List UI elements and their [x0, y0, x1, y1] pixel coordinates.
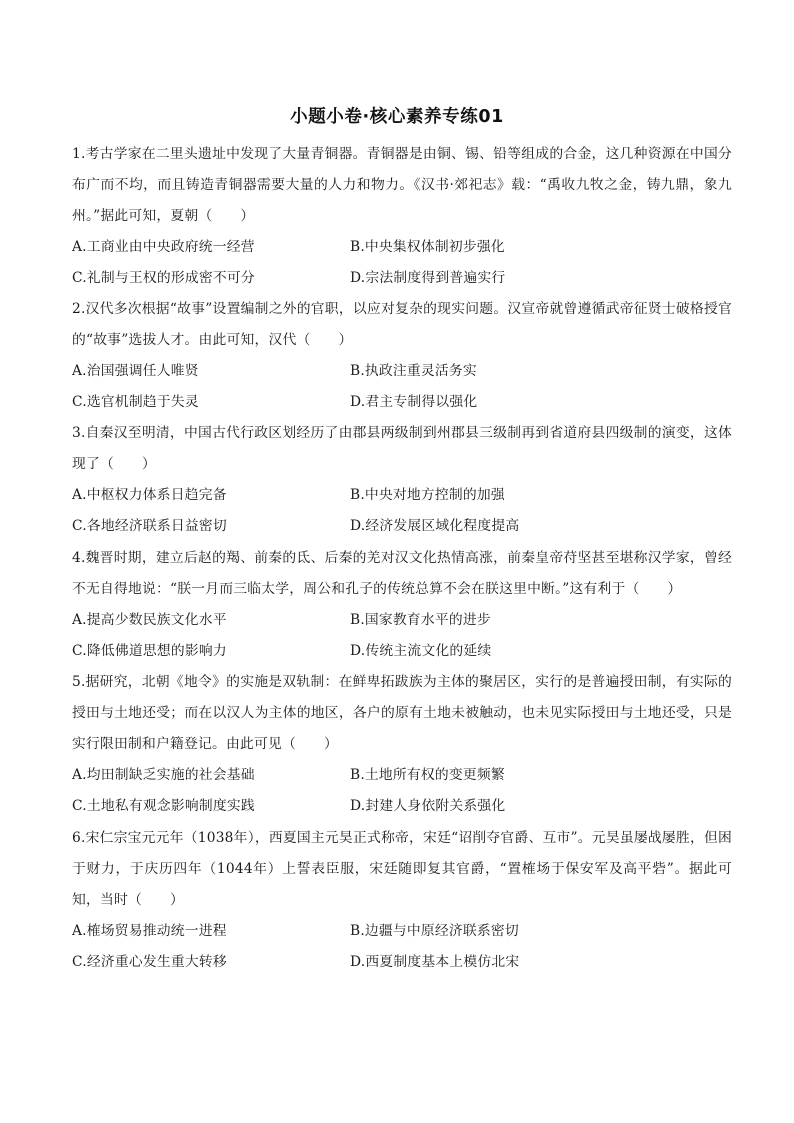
question-2	[72, 294, 732, 418]
question-stem: 3.自秦汉至明清，中国古代行政区划经历了由郡县两级制到州郡县三级制再到省道府县四级制的演变，这体现了（ ）	[72, 425, 732, 472]
option-d: D.君主专制得以强化	[350, 394, 478, 410]
option-b: B.国家教育水平的进步	[350, 612, 491, 628]
option-grid	[72, 480, 732, 542]
option-a: A.工商业由中央政府统一经营	[72, 239, 255, 255]
option-a: A.中枢权力体系日趋完备	[72, 487, 227, 503]
question-stem: 4.魏晋时期，建立后赵的羯、前秦的氐、后秦的羌对汉文化热情高涨，前秦皇帝苻坚甚至堪称汉学家，曾经不无自得地说：“朕一月而三临太学，周公和孔子的传统总算不会在朕这里中断。”这有利于（ ）	[72, 550, 732, 597]
question-1	[72, 139, 732, 294]
question-stem: 6.宋仁宗宝元元年（1038年），西夏国主元昊正式称帝，宋廷“诏削夺官爵、互市”。元昊虽屡战屡胜，但困于财力，于庆历四年（1044年）上誓表臣服，宋廷随即复其官爵，“置榷场于保安军及高平砦”。据此可知，当时（ ）	[72, 830, 732, 908]
question-5	[72, 667, 732, 822]
option-b: B.中央对地方控制的加强	[350, 487, 505, 503]
option-b: B.中央集权体制初步强化	[350, 239, 505, 255]
option-a: A.均田制缺乏实施的社会基础	[72, 767, 255, 783]
page-title: 小题小卷·核心素养专练01	[290, 107, 504, 127]
option-d: D.封建人身依附关系强化	[350, 798, 506, 814]
option-grid	[72, 605, 732, 667]
option-c: C.礼制与王权的形成密不可分	[72, 270, 255, 286]
question-stem: 1.考古学家在二里头遗址中发现了大量青铜器。青铜器是由铜、锡、铅等组成的合金，这几种资源在中国分布广而不均，而且铸造青铜器需要大量的人力和物力。《汉书·郊祀志》载：“禹收九牧之金，铸九鼎，象九州。”据此可知，夏朝（ ）	[72, 146, 732, 224]
option-d: D.传统主流文化的延续	[350, 643, 492, 659]
option-d: D.西夏制度基本上模仿北宋	[350, 954, 520, 970]
option-b: B.执政注重灵活务实	[350, 363, 477, 379]
question-4	[72, 543, 732, 667]
option-d: D.宗法制度得到普遍实行	[350, 270, 506, 286]
option-grid	[72, 356, 732, 418]
option-b: B.边疆与中原经济联系密切	[350, 923, 519, 939]
option-a: A.提高少数民族文化水平	[72, 612, 227, 628]
option-c: C.降低佛道思想的影响力	[72, 643, 227, 659]
option-a: A.治国强调任人唯贤	[72, 363, 199, 379]
option-a: A.榷场贸易推动统一进程	[72, 923, 227, 939]
option-c: C.选官机制趋于失灵	[72, 394, 199, 410]
option-c: C.土地私有观念影响制度实践	[72, 798, 255, 814]
option-c: C.经济重心发生重大转移	[72, 954, 227, 970]
option-grid	[72, 916, 732, 978]
question-stem: 5.据研究，北朝《地令》的实施是双轨制：在鲜卑拓跋族为主体的聚居区，实行的是普遍授田制，有实际的授田与土地还受；而在以汉人为主体的地区，各户的原有土地未被触动，也未见实际授田与土地还受，只是实行限田制和户籍登记。由此可见（ ）	[72, 674, 732, 752]
option-grid	[72, 760, 732, 822]
option-d: D.经济发展区域化程度提高	[350, 518, 520, 534]
option-c: C.各地经济联系日益密切	[72, 518, 227, 534]
option-grid	[72, 232, 732, 294]
question-6	[72, 823, 732, 978]
question-3	[72, 418, 732, 542]
question-stem: 2.汉代多次根据“故事”设置编制之外的官职，以应对复杂的现实问题。汉宣帝就曾遵循武帝征贤士破格授官的“故事”选拔人才。由此可知，汉代（ ）	[72, 301, 732, 348]
option-b: B.土地所有权的变更频繁	[350, 767, 505, 783]
